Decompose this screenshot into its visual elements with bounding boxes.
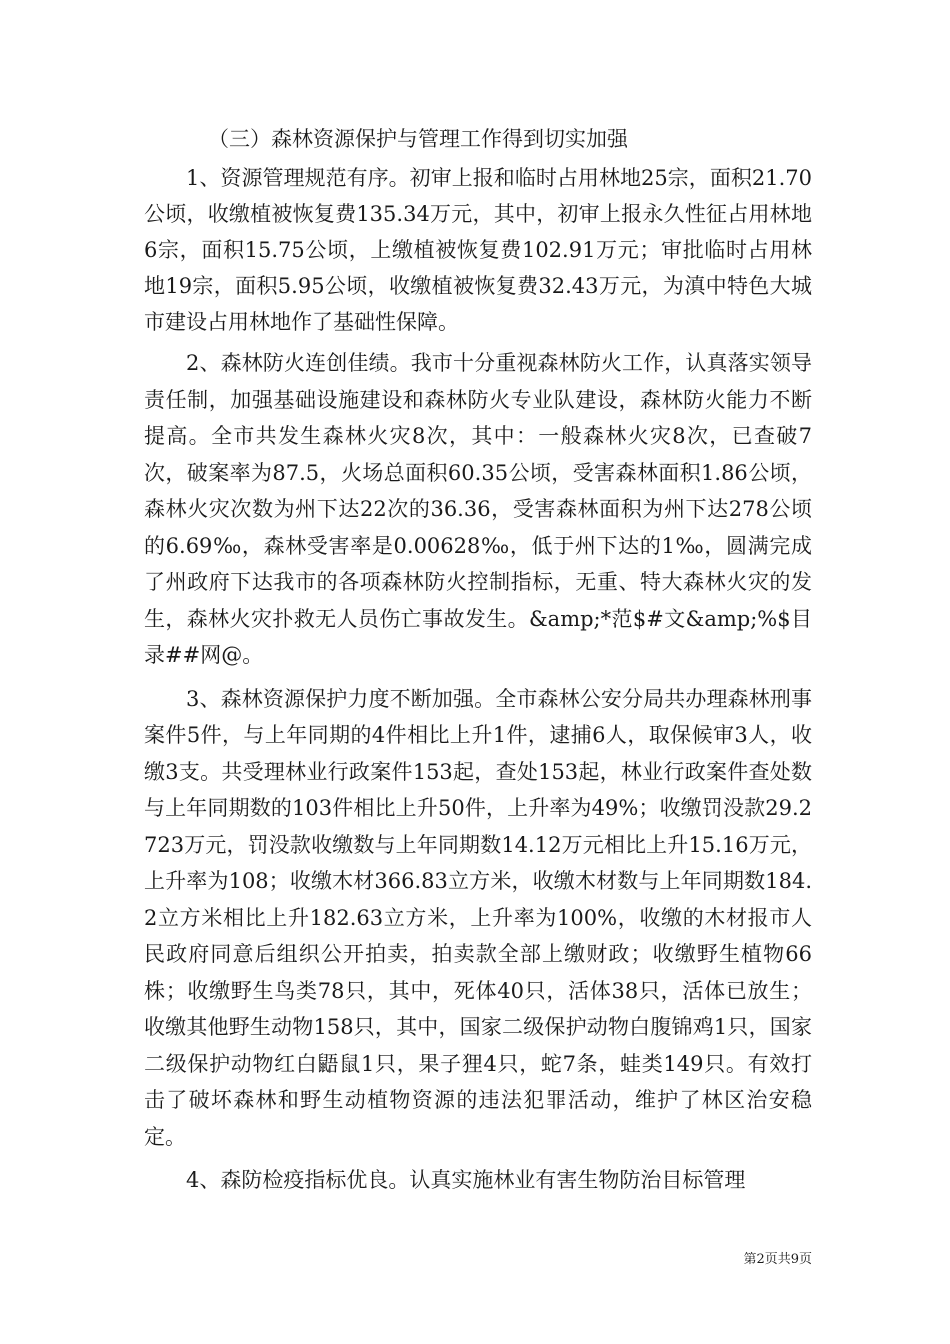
page-number-footer: 第2页共9页 (743, 1252, 812, 1267)
document-body (144, 118, 812, 1199)
section-heading: （三）森林资源保护与管理工作得到切实加强 (208, 127, 628, 151)
paragraph-pest-quarantine: 4、森防检疫指标优良。认真实施林业有害生物防治目标管理 (186, 1168, 746, 1192)
paragraph-forest-fire-prevention: 2、森林防火连创佳绩。我市十分重视森林防火工作，认真落实领导责任制，加强基础设施建设和森林防火专业队建设，森林防火能力不断提高。全市共发生森林火灾8次，其中：一般森林火灾8次，已查破7次，破案率为87.5，火场总面积60.35公顷，受害森林面积1.86公顷，森林火灾次数为州下达22次的36.36，受害森林面积为州下达278公顷的6.69‰，森林受害率是0.00628‰，低于州下达的1‰，圆满完成了州政府下达我市的各项森林防火控制指标，无重、特大森林火灾的发生，森林火灾扑救无人员伤亡事故发生。&amp;*范$#文&amp;%$目录##网@。 (144, 351, 812, 667)
paragraph-resource-protection: 3、森林资源保护力度不断加强。全市森林公安分局共办理森林刑事案件5件，与上年同期的4件相比上升1件，逮捕6人，取保候审3人，收缴3支。共受理林业行政案件153起，查处153起，林业行政案件查处数与上年同期数的103件相比上升50件，上升率为49%；收缴罚没款29.2723万元，罚没款收缴数与上年同期数14.12万元相比上升15.16万元，上升率为108；收缴木材366.83立方米，收缴木材数与上年同期数184.2立方米相比上升182.63立方米，上升率为100%，收缴的木材报市人民政府同意后组织公开拍卖，拍卖款全部上缴财政；收缴野生植物66株；收缴野生鸟类78只，其中，死体40只，活体38只，活体已放生；收缴其他野生动物158只，其中，国家二级保护动物白腹锦鸡1只，国家二级保护动物红白鼯鼠1只，果子狸4只，蛇7条，蛙类149只。有效打击了破坏森林和野生动植物资源的违法犯罪活动，维护了林区治安稳定。 (144, 686, 812, 1149)
paragraph-resource-management: 1、资源管理规范有序。初审上报和临时占用林地25宗，面积21.70公顷，收缴植被恢复费135.34万元，其中，初审上报永久性征占用林地6宗，面积15.75公顷，上缴植被恢复费102.91万元；审批临时占用林地19宗，面积5.95公顷，收缴植被恢复费32.43万元，为滇中特色大城市建设占用林地作了基础性保障。 (144, 166, 812, 334)
